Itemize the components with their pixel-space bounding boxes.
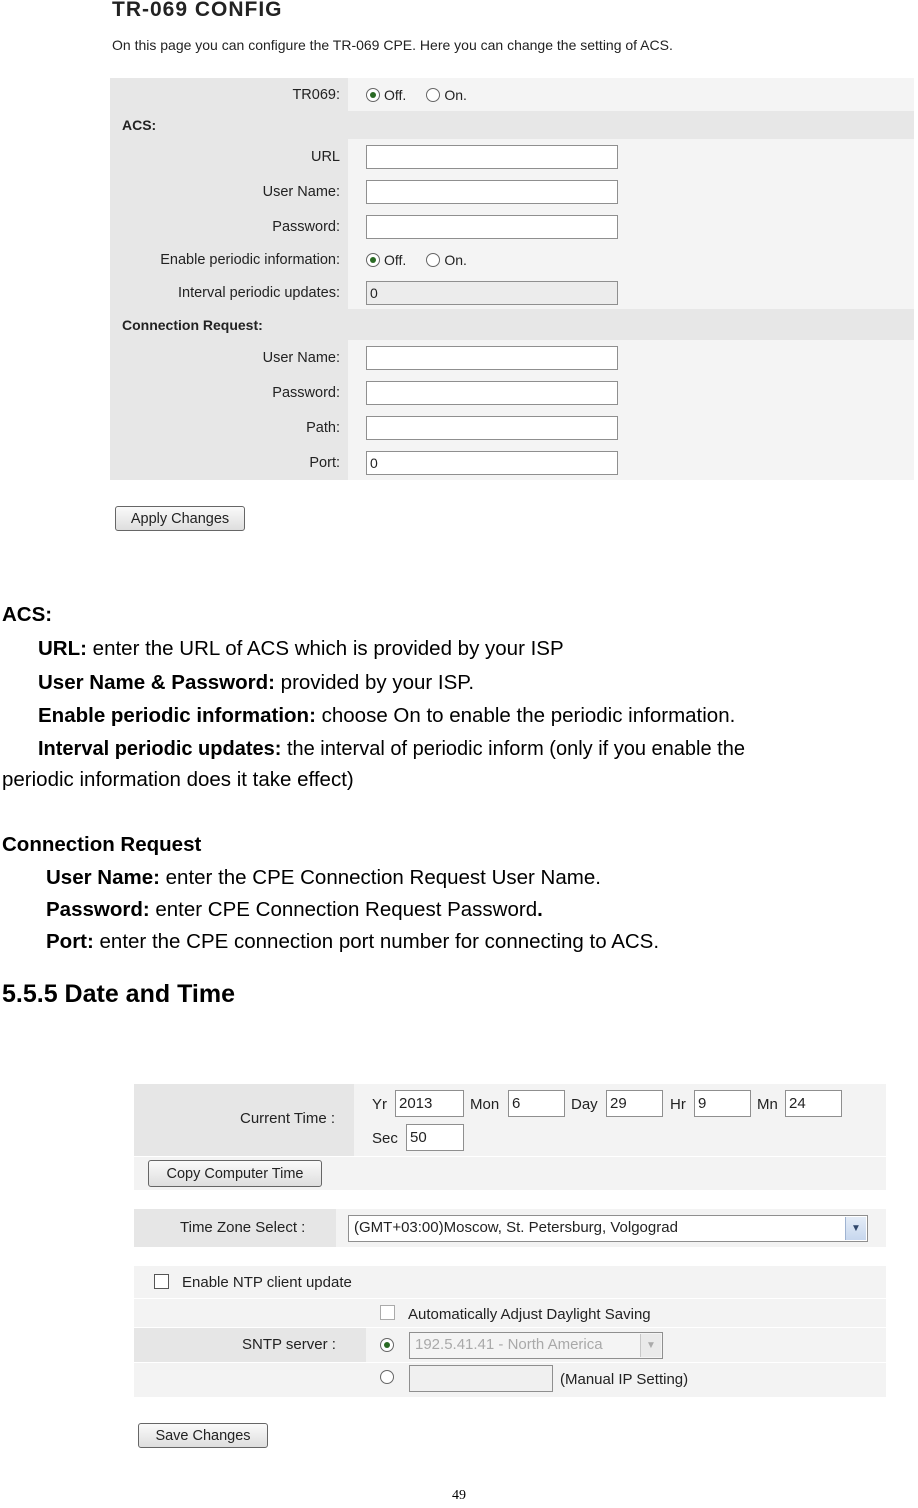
dst-label: Automatically Adjust Daylight Saving: [408, 1306, 651, 1323]
url-paragraph: URL: enter the URL of ACS which is provided by your ISP: [38, 637, 564, 660]
connection-request-header: Connection Request:: [110, 309, 914, 340]
acs-url-input[interactable]: [366, 145, 618, 169]
periodic-off-label: Off.: [384, 252, 407, 268]
conn-port-row: [110, 445, 914, 481]
chevron-down-icon[interactable]: ▼: [845, 1217, 866, 1240]
manual-ip-input[interactable]: [409, 1365, 553, 1392]
save-changes-button[interactable]: Save Changes: [138, 1423, 268, 1448]
conn-password-label: Password:: [110, 375, 348, 410]
tr069-off-radio[interactable]: [366, 88, 380, 102]
periodic-on-label: On.: [444, 252, 467, 268]
acs-password-label: Password:: [110, 209, 348, 244]
timezone-row: [134, 1209, 886, 1248]
mon-label: Mon: [470, 1096, 500, 1113]
conn-pass-paragraph: Password: enter CPE Connection Request Password.: [46, 898, 543, 921]
port-paragraph: Port: enter the CPE connection port number for connecting to ACS.: [46, 930, 660, 953]
ntp-label: Enable NTP client update: [182, 1274, 352, 1291]
periodic-info-label: Enable periodic information:: [110, 244, 348, 276]
timezone-select[interactable]: [348, 1215, 868, 1242]
timezone-label: Time Zone Select :: [180, 1219, 306, 1236]
tr069-title: TR-069 CONFIG: [112, 0, 283, 21]
mn-label: Mn: [757, 1096, 778, 1113]
tr069-row: [110, 78, 914, 112]
sntp-row: [134, 1328, 886, 1363]
interval-paragraph: Interval periodic updates: the interval of periodic inform (only if you enable the: [38, 738, 745, 760]
manual-ip-row: [134, 1363, 886, 1398]
sntp-label: SNTP server :: [242, 1336, 336, 1353]
manual-ip-label: (Manual IP Setting): [560, 1371, 689, 1388]
acs-section-header: ACS:: [110, 111, 914, 139]
interval-label: Interval periodic updates:: [110, 276, 348, 309]
page-number: 49: [452, 1488, 466, 1503]
day-label: Day: [571, 1096, 598, 1113]
apply-changes-button[interactable]: Apply Changes: [115, 506, 245, 531]
dst-row: [134, 1299, 886, 1328]
userpass-paragraph: User Name & Password: provided by your ISP.: [38, 671, 475, 694]
tr069-off-label: Off.: [384, 86, 407, 103]
mn-input[interactable]: [785, 1090, 842, 1117]
conn-username-input[interactable]: [366, 346, 618, 370]
conn-password-row: [110, 375, 914, 411]
sec-label: Sec: [372, 1130, 398, 1147]
dst-checkbox[interactable]: [380, 1305, 395, 1320]
copy-time-row: [134, 1157, 886, 1191]
ntp-row: [134, 1266, 886, 1299]
sntp-server-value: 192.5.41.41 - North America: [415, 1336, 603, 1353]
conn-password-input[interactable]: [366, 381, 618, 405]
conn-user-paragraph: User Name: enter the CPE Connection Request User Name.: [46, 866, 601, 889]
ntp-checkbox[interactable]: [154, 1274, 169, 1289]
acs-password-row: [110, 209, 914, 245]
sntp-server-select[interactable]: [409, 1332, 663, 1359]
periodic-paragraph: Enable periodic information: choose On to enable the periodic information.: [38, 704, 736, 727]
section-heading: 5.5.5 Date and Time: [2, 980, 235, 1008]
conn-username-label: User Name:: [110, 340, 348, 375]
sntp-preset-radio[interactable]: [380, 1338, 394, 1352]
copy-computer-time-button[interactable]: Copy Computer Time: [148, 1160, 322, 1187]
acs-url-row: [110, 139, 914, 175]
conn-path-input[interactable]: [366, 416, 618, 440]
hr-label: Hr: [670, 1096, 686, 1113]
timezone-select-value: (GMT+03:00)Moscow, St. Petersburg, Volgograd: [354, 1219, 678, 1236]
datetime-screenshot: [134, 1084, 886, 1448]
yr-input[interactable]: [395, 1090, 464, 1117]
interval-paragraph-cont: periodic information does it take effect): [2, 768, 354, 791]
chevron-down-icon[interactable]: ▼: [640, 1334, 661, 1357]
tr069-on-radio[interactable]: [426, 88, 440, 102]
current-time-label: Current Time :: [240, 1110, 336, 1127]
acs-username-row: [110, 174, 914, 210]
conn-path-label: Path:: [110, 410, 348, 445]
acs-username-label: User Name:: [110, 174, 348, 209]
hr-input[interactable]: [694, 1090, 751, 1117]
acs-url-label: URL: [110, 139, 348, 174]
conn-username-row: [110, 340, 914, 376]
tr069-description: On this page you can configure the TR-069 CPE. Here you can change the setting of ACS.: [112, 37, 673, 53]
connection-request-heading: Connection Request: [2, 833, 202, 856]
sec-input[interactable]: [406, 1124, 464, 1151]
conn-port-label: Port:: [110, 445, 348, 480]
conn-port-input[interactable]: [366, 451, 618, 475]
periodic-info-row: [110, 244, 914, 277]
tr069-label: TR069:: [110, 78, 348, 111]
acs-heading: ACS:: [2, 603, 53, 626]
periodic-on-radio[interactable]: [426, 253, 440, 267]
sntp-manual-radio[interactable]: [380, 1370, 394, 1384]
interval-input[interactable]: [366, 281, 618, 305]
current-time-row: [134, 1084, 886, 1157]
day-input[interactable]: [606, 1090, 663, 1117]
tr069-on-label: On.: [444, 86, 467, 103]
conn-path-row: [110, 410, 914, 446]
periodic-off-radio[interactable]: [366, 253, 380, 267]
acs-password-input[interactable]: [366, 215, 618, 239]
acs-username-input[interactable]: [366, 180, 618, 204]
yr-label: Yr: [372, 1096, 387, 1113]
mon-input[interactable]: [508, 1090, 565, 1117]
interval-row: [110, 276, 914, 310]
tr069-screenshot: [108, 0, 914, 540]
